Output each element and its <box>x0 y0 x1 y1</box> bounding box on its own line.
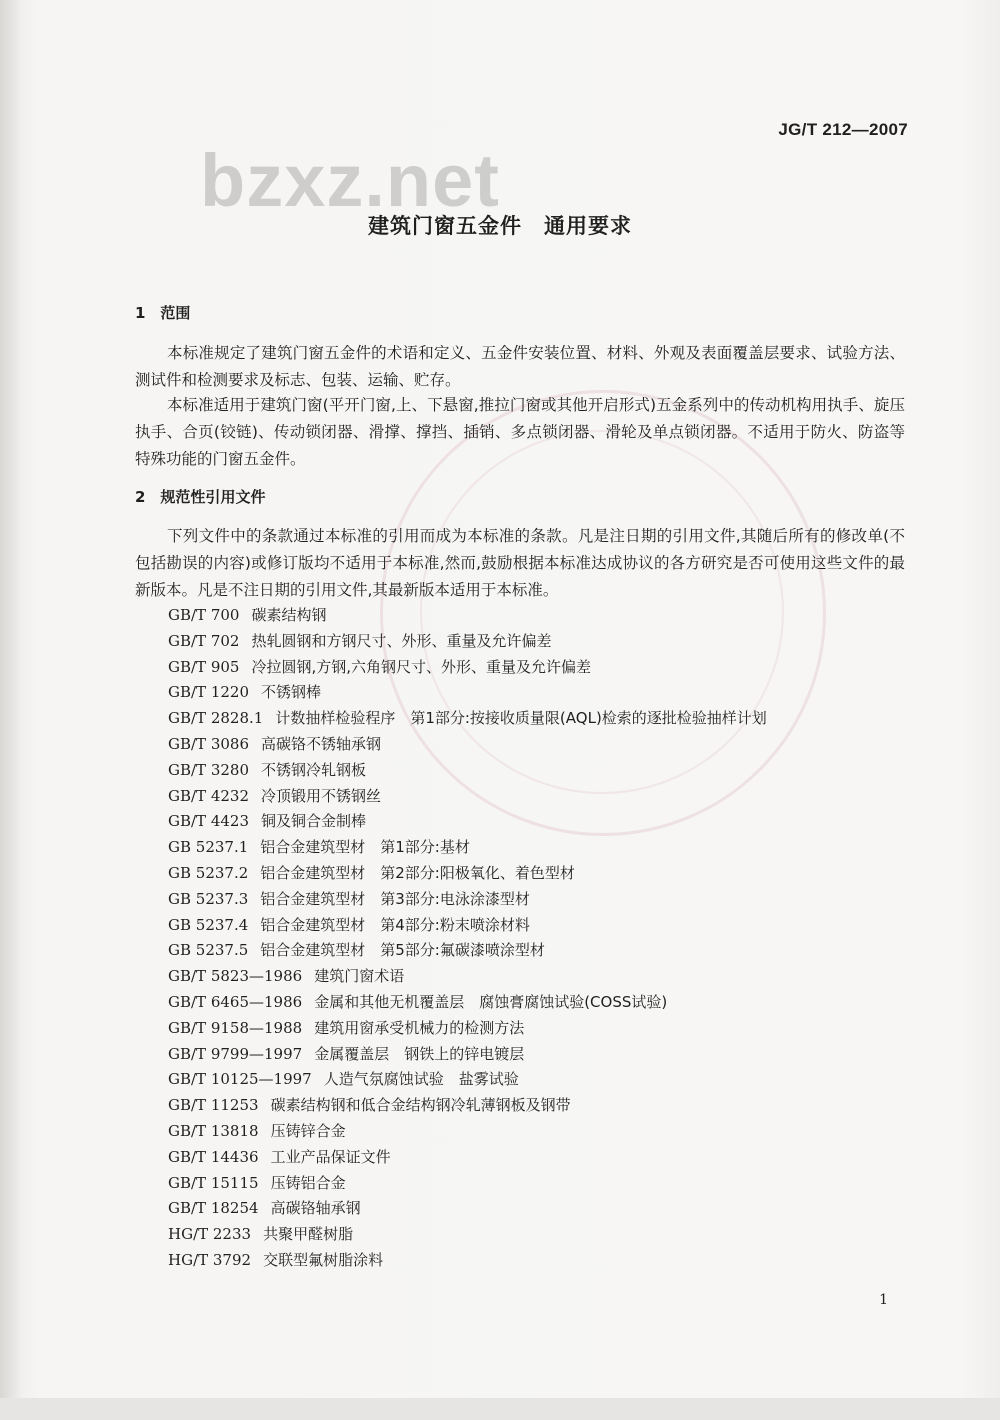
reference-list <box>168 603 767 1274</box>
reference-item <box>168 990 767 1016</box>
reference-item <box>168 1067 767 1093</box>
scan-bottom-edge <box>0 1398 1000 1420</box>
reference-item <box>168 680 767 706</box>
reference-name: 碳素结构钢和低合金结构钢冷轧薄钢板及钢带 <box>270 1096 571 1115</box>
reference-item <box>168 1196 767 1222</box>
watermark: bzxz.net <box>200 139 500 222</box>
reference-code: GB/T 9799—1997 <box>168 1044 303 1063</box>
reference-item <box>168 1248 767 1274</box>
reference-name: 铝合金建筑型材 第3部分:电泳涂漆型材 <box>260 889 530 908</box>
reference-item <box>168 784 767 810</box>
reference-item <box>168 913 767 939</box>
reference-code: GB 5237.5 <box>168 941 249 960</box>
reference-name: 热轧圆钢和方钢尺寸、外形、重量及允许偏差 <box>251 631 552 650</box>
reference-code: GB/T 15115 <box>168 1173 259 1192</box>
page-number: 1 <box>879 1292 888 1308</box>
section-1-paragraph-1: 本标准规定了建筑门窗五金件的术语和定义、五金件安装位置、材料、外观及表面覆盖层要求、试验方法、测试件和检测要求及标志、包装、运输、贮存。 <box>135 344 905 389</box>
section-1-paragraph-2: 本标准适用于建筑门窗(平开门窗,上、下悬窗,推拉门窗或其他开启形式)五金系列中的传动机构用执手、旋压执手、合页(铰链)、传动锁闭器、滑撑、撑挡、插销、多点锁闭器、滑轮及单点锁闭器。不适用于防火、防盗等特殊功能的门窗五金件。 <box>135 396 905 468</box>
section-2-heading: 2 规范性引用文件 <box>135 488 266 506</box>
reference-code: GB/T 3280 <box>168 760 250 779</box>
reference-name: 高碳铬轴承钢 <box>270 1199 361 1218</box>
reference-item <box>168 706 767 732</box>
reference-name: 不锈钢棒 <box>261 683 322 702</box>
reference-name: 压铸锌合金 <box>270 1121 346 1140</box>
reference-item <box>168 732 767 758</box>
reference-name: 工业产品保证文件 <box>270 1147 391 1166</box>
reference-code: HG/T 2233 <box>168 1225 252 1244</box>
reference-item <box>168 964 767 990</box>
reference-code: GB/T 13818 <box>168 1121 259 1140</box>
reference-name: 铝合金建筑型材 第2部分:阳极氧化、着色型材 <box>260 863 575 882</box>
reference-code: GB/T 702 <box>168 631 240 650</box>
reference-code: GB/T 2828.1 <box>168 709 264 728</box>
reference-item <box>168 655 767 681</box>
reference-code: GB/T 5823—1986 <box>168 967 303 986</box>
reference-code: GB/T 11253 <box>168 1096 259 1115</box>
reference-code: GB/T 10125—1997 <box>168 1070 312 1089</box>
reference-name: 建筑门窗术语 <box>314 967 405 986</box>
reference-code: GB/T 700 <box>168 606 240 624</box>
reference-code: GB/T 1220 <box>168 683 250 702</box>
reference-name: 建筑用窗承受机械力的检测方法 <box>314 1018 525 1037</box>
reference-name: 铝合金建筑型材 第5部分:氟碳漆喷涂型材 <box>260 941 545 960</box>
reference-code: GB/T 6465—1986 <box>168 992 303 1011</box>
reference-code: HG/T 3792 <box>168 1250 252 1269</box>
reference-item <box>168 629 767 655</box>
reference-item <box>168 835 767 861</box>
reference-name: 不锈钢冷轧钢板 <box>261 760 367 779</box>
reference-item <box>168 1093 767 1119</box>
reference-item <box>168 1042 767 1068</box>
document-code: JG/T 212—2007 <box>778 120 908 139</box>
reference-name: 高碳铬不锈轴承钢 <box>261 734 382 753</box>
reference-name: 人造气氛腐蚀试验 盐雾试验 <box>323 1070 519 1089</box>
reference-code: GB 5237.1 <box>168 838 249 857</box>
reference-item <box>168 861 767 887</box>
reference-item <box>168 1119 767 1145</box>
reference-item <box>168 938 767 964</box>
section-1-heading: 1 范围 <box>135 304 191 322</box>
reference-code: GB/T 3086 <box>168 734 250 753</box>
reference-code: GB 5237.2 <box>168 863 249 882</box>
reference-name: 交联型氟树脂涂料 <box>263 1250 384 1269</box>
reference-item <box>168 1145 767 1171</box>
reference-name: 计数抽样检验程序 第1部分:按接收质量限(AQL)检索的逐批检验抽样计划 <box>275 709 767 728</box>
reference-item <box>168 1222 767 1248</box>
reference-item <box>168 758 767 784</box>
reference-code: GB/T 18254 <box>168 1199 259 1218</box>
reference-code: GB/T 14436 <box>168 1147 259 1166</box>
reference-name: 金属和其他无机覆盖层 腐蚀膏腐蚀试验(COSS试验) <box>314 992 668 1011</box>
reference-name: 金属覆盖层 钢铁上的锌电镀层 <box>314 1044 525 1063</box>
reference-code: GB 5237.4 <box>168 915 249 934</box>
reference-name: 碳素结构钢 <box>251 606 327 624</box>
reference-name: 铜及铜合金制棒 <box>261 812 367 831</box>
reference-code: GB/T 905 <box>168 657 240 676</box>
reference-name: 冷拉圆钢,方钢,六角钢尺寸、外形、重量及允许偏差 <box>251 657 592 676</box>
reference-code: GB/T 9158—1988 <box>168 1018 303 1037</box>
reference-code: GB 5237.3 <box>168 889 249 908</box>
reference-name: 铝合金建筑型材 第4部分:粉末喷涂材料 <box>260 915 530 934</box>
reference-name: 共聚甲醛树脂 <box>263 1225 354 1244</box>
reference-name: 压铸铝合金 <box>270 1173 346 1192</box>
reference-code: GB/T 4232 <box>168 786 250 805</box>
document-title: 建筑门窗五金件 通用要求 <box>368 214 632 238</box>
reference-item <box>168 809 767 835</box>
reference-name: 铝合金建筑型材 第1部分:基材 <box>260 838 470 857</box>
section-2-paragraph-1: 下列文件中的条款通过本标准的引用而成为本标准的条款。凡是注日期的引用文件,其随后所有的修改单(不包括勘误的内容)或修订版均不适用于本标准,然而,鼓励根据本标准达成协议的各方研究是否可使用这些文件的最新版本。凡是不注日期的引用文件,其最新版本适用于本标准。 <box>135 527 905 599</box>
reference-item <box>168 1016 767 1042</box>
reference-item <box>168 1171 767 1197</box>
reference-item <box>168 887 767 913</box>
reference-item <box>168 603 767 629</box>
reference-code: GB/T 4423 <box>168 812 250 831</box>
reference-name: 冷顶锻用不锈钢丝 <box>261 786 382 805</box>
